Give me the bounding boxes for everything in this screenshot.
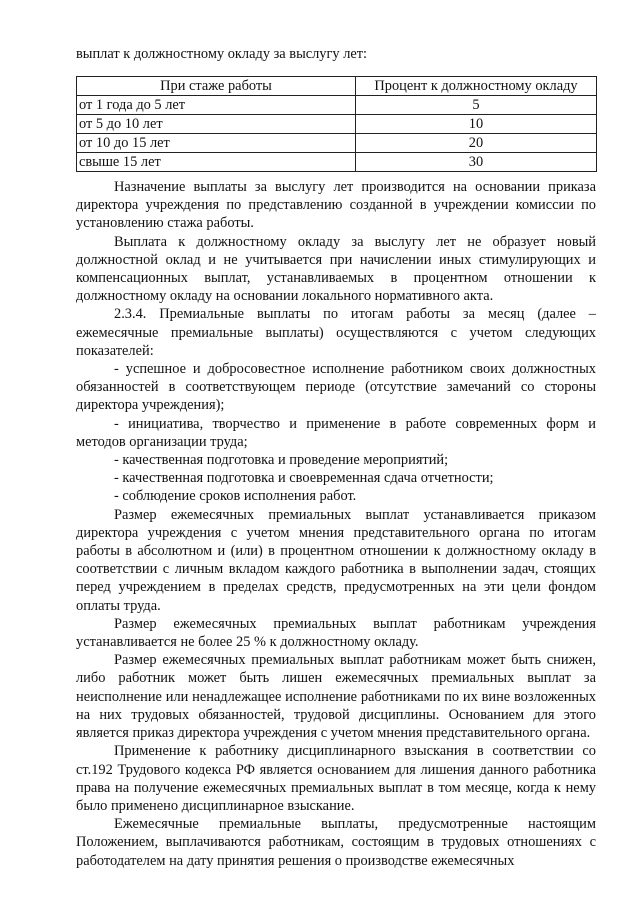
table-cell: 10 (356, 115, 597, 134)
paragraph: Применение к работнику дисциплинарного взыскания в соответствии со ст.192 Трудового кодекса РФ является основанием для лишения данного работника права на получение ежемесячных премиальных выплат в том месяце, когда к нему было применено дисциплинарное взыскание. (76, 743, 596, 814)
paragraph: Размер ежемесячных премиальных выплат устанавливается приказом директора учреждения с учетом мнения представительного органа по итогам работы в абсолютном и (или) в процентном отношении к должностному окладу в соответствии с личным вкладом каждого работника в выполнении задач, стоящих перед учреждением в пределах средств, предусмотренных на эти цели фондом оплаты труда. (76, 506, 596, 614)
intro-line: выплат к должностному окладу за выслугу лет: (76, 46, 368, 62)
list-item: - соблюдение сроков исполнения работ. (114, 488, 357, 505)
document-body (76, 178, 596, 870)
table-row (77, 153, 597, 172)
table-header-cell: При стаже работы (77, 77, 356, 96)
list-item: - успешное и добросовестное исполнение работником своих должностных обязанностей в соответствующем периоде (отсутствие замечаний со стороны директора учреждения); (76, 361, 596, 414)
table-cell: 20 (356, 134, 597, 153)
table-row (77, 115, 597, 134)
table-cell: от 1 года до 5 лет (77, 96, 356, 115)
table-cell: от 10 до 15 лет (77, 134, 356, 153)
list-item: - качественная подготовка и проведение мероприятий; (114, 452, 449, 469)
table-header-cell: Процент к должностному окладу (356, 77, 597, 96)
table-row (77, 134, 597, 153)
table-cell: от 5 до 10 лет (77, 115, 356, 134)
paragraph: Ежемесячные премиальные выплаты, предусмотренные настоящим Положением, выплачиваются работникам, состоящим в трудовых отношениях с работодателем на дату принятия решения о производстве ежемесячных (76, 816, 596, 869)
paragraph: Размер ежемесячных премиальных выплат работникам учреждения устанавливается не более 25 % к должностному окладу. (76, 615, 596, 651)
table-cell: 5 (356, 96, 597, 115)
table-row (77, 96, 597, 115)
paragraph: Размер ежемесячных премиальных выплат работникам может быть снижен, либо работник может быть лишен ежемесячных премиальных выплат за неисполнение или ненадлежащее исполнение работниками по их вине возложенных на них трудовых обязанностей, трудовой дисциплины. Основанием для этого является приказ директора учреждения с учетом мнения представительного органа. (76, 652, 596, 742)
seniority-table (76, 76, 597, 172)
paragraph: Назначение выплаты за выслугу лет производится на основании приказа директора учреждения по представлению созданной в учреждении комиссии по установлению стажа работы. (76, 179, 596, 232)
list-item: - инициатива, творчество и применение в работе современных форм и методов организации труда; (76, 415, 596, 450)
table-cell: свыше 15 лет (77, 153, 356, 172)
table-cell: 30 (356, 153, 597, 172)
list-item: - качественная подготовка и своевременная сдача отчетности; (114, 470, 494, 487)
table-header-row (77, 77, 597, 96)
paragraph: 2.3.4. Премиальные выплаты по итогам работы за месяц (далее – ежемесячные премиальные выплаты) осуществляются с учетом следующих показателей: (76, 306, 596, 359)
paragraph: Выплата к должностному окладу за выслугу лет не образует новый должностной оклад и не учитывается при начислении иных стимулирующих и компенсационных выплат, устанавливаемых в процентном отношении к должностному окладу на основании локального нормативного акта. (76, 233, 596, 305)
